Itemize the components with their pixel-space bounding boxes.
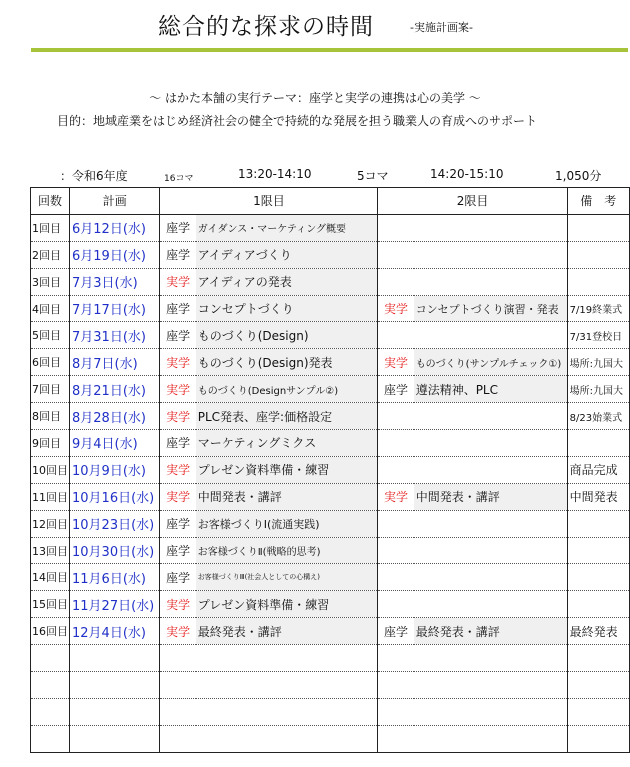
row-note: 最終発表 — [567, 618, 629, 645]
period2-type — [378, 564, 414, 591]
period1-content: ものづくり(Designサンプル②) — [196, 376, 378, 403]
row-count: 6回目 — [31, 349, 70, 376]
period2-type — [378, 645, 414, 672]
period1-content — [196, 725, 378, 752]
period2-content — [414, 268, 567, 295]
period1-type: 実学 — [160, 403, 196, 430]
page-title: 総合的な探求の時間 — [158, 14, 374, 40]
page-subtitle: -実施計画案- — [410, 21, 473, 34]
table-row — [31, 349, 630, 376]
period2-content: 中間発表・講評 — [414, 483, 567, 510]
row-note — [567, 564, 629, 591]
period2-content — [414, 564, 567, 591]
period2-content — [414, 645, 567, 672]
table-row — [31, 483, 630, 510]
row-date: 8月28日(水) — [70, 403, 160, 430]
row-note — [567, 672, 629, 699]
table-row — [31, 295, 630, 322]
period2-type: 実学 — [378, 483, 414, 510]
period2-content: 最終発表・講評 — [414, 618, 567, 645]
header-period1: 1限目 — [160, 188, 378, 215]
row-note: 商品完成 — [567, 456, 629, 483]
row-date: 8月21日(水) — [70, 376, 160, 403]
period2-type — [378, 537, 414, 564]
period1-type: 座学 — [160, 241, 196, 268]
row-note: 場所:九国大 — [567, 376, 629, 403]
period2-type — [378, 403, 414, 430]
period1-content: 最終発表・講評 — [196, 618, 378, 645]
table-row — [31, 591, 630, 618]
period1-type: 座学 — [160, 214, 196, 241]
row-note — [567, 214, 629, 241]
period2-content — [414, 456, 567, 483]
period2-type — [378, 268, 414, 295]
table-row — [31, 510, 630, 537]
period1-type: 実学 — [160, 376, 196, 403]
table-row — [31, 537, 630, 564]
table-row — [31, 618, 630, 645]
row-date: 9月4日(水) — [70, 430, 160, 457]
row-count — [31, 698, 70, 725]
table-row — [31, 725, 630, 752]
row-date: 11月27日(水) — [70, 591, 160, 618]
row-count: 3回目 — [31, 268, 70, 295]
table-row — [31, 376, 630, 403]
row-date: 12月4日(水) — [70, 618, 160, 645]
period2-content — [414, 698, 567, 725]
period2-content — [414, 214, 567, 241]
period2-content — [414, 537, 567, 564]
row-date: 7月3日(水) — [70, 268, 160, 295]
row-count: 5回目 — [31, 322, 70, 349]
row-date — [70, 645, 160, 672]
period2-type — [378, 698, 414, 725]
period1-content: お客様づくりⅡ(戦略的思考) — [196, 537, 378, 564]
row-count: 16回目 — [31, 618, 70, 645]
row-date: 6月19日(水) — [70, 241, 160, 268]
row-count — [31, 672, 70, 699]
row-date — [70, 672, 160, 699]
row-count — [31, 725, 70, 752]
row-date: 7月17日(水) — [70, 295, 160, 322]
period1-content: ものづくり(Design)発表 — [196, 349, 378, 376]
row-note — [567, 591, 629, 618]
period1-type: 座学 — [160, 295, 196, 322]
header-period2: 2限目 — [378, 188, 567, 215]
period1-type: 実学 — [160, 349, 196, 376]
row-date: 8月7日(水) — [70, 349, 160, 376]
period1-type: 座学 — [160, 564, 196, 591]
period1-content: プレゼン資料準備・練習 — [196, 591, 378, 618]
row-count: 11回目 — [31, 483, 70, 510]
period2-content: コンセプトづくり演習・発表 — [414, 295, 567, 322]
row-count: 15回目 — [31, 591, 70, 618]
period1-type: 座学 — [160, 537, 196, 564]
row-count: 9回目 — [31, 430, 70, 457]
period2-content: 遵法精神、PLC — [414, 376, 567, 403]
row-count: 1回目 — [31, 214, 70, 241]
period2-type: 座学 — [378, 376, 414, 403]
period1-type: 実学 — [160, 591, 196, 618]
purpose-line: 目的：地域産業をはじめ経済社会の健全で持続的な発展を担う職業人の育成へのサポート — [57, 114, 538, 128]
header-plan: 計画 — [70, 188, 160, 215]
row-count: 2回目 — [31, 241, 70, 268]
schedule-table — [30, 187, 630, 753]
period2-content — [414, 430, 567, 457]
period1-time: 13:20-14:10 — [238, 167, 312, 181]
period1-type: 座学 — [160, 322, 196, 349]
period2-content — [414, 322, 567, 349]
row-note: 8/23始業式 — [567, 403, 629, 430]
period2-content — [414, 510, 567, 537]
row-date: 7月31日(水) — [70, 322, 160, 349]
row-date: 10月23日(水) — [70, 510, 160, 537]
period2-type — [378, 456, 414, 483]
period2-content — [414, 241, 567, 268]
row-date: 6月12日(水) — [70, 214, 160, 241]
row-note: 7/19終業式 — [567, 295, 629, 322]
table-row — [31, 322, 630, 349]
period1-content — [196, 645, 378, 672]
period2-content — [414, 725, 567, 752]
table-row — [31, 268, 630, 295]
row-note — [567, 241, 629, 268]
period1-content: お客様づくりⅠ(流通実践) — [196, 510, 378, 537]
table-row — [31, 564, 630, 591]
school-year: ：令和6年度 — [60, 169, 128, 183]
period1-content — [196, 672, 378, 699]
period1-content: アイディアの発表 — [196, 268, 378, 295]
row-note — [567, 268, 629, 295]
row-note: 中間発表 — [567, 483, 629, 510]
table-row — [31, 456, 630, 483]
period1-type — [160, 698, 196, 725]
row-count — [31, 645, 70, 672]
period2-type — [378, 591, 414, 618]
row-date: 10月9日(水) — [70, 456, 160, 483]
period1-content — [196, 698, 378, 725]
period1-type — [160, 645, 196, 672]
period2-content — [414, 672, 567, 699]
theme-line: ～ はかた本舗の実行テーマ：座学と実学の連携は心の美学 ～ — [149, 91, 481, 105]
period1-content: アイディアづくり — [196, 241, 378, 268]
row-count: 10回目 — [31, 456, 70, 483]
period1-type — [160, 672, 196, 699]
row-note — [567, 725, 629, 752]
table-row — [31, 403, 630, 430]
row-count: 14回目 — [31, 564, 70, 591]
table-row — [31, 645, 630, 672]
row-note — [567, 537, 629, 564]
total-minutes: 1,050分 — [555, 169, 602, 183]
row-note: 場所:九国大 — [567, 349, 629, 376]
row-count: 4回目 — [31, 295, 70, 322]
period1-content: コンセプトづくり — [196, 295, 378, 322]
row-count: 12回目 — [31, 510, 70, 537]
period2-type — [378, 430, 414, 457]
row-count: 8回目 — [31, 403, 70, 430]
table-row — [31, 241, 630, 268]
title-divider — [31, 48, 628, 52]
period1-type: 実学 — [160, 456, 196, 483]
period1-content: お客様づくりⅢ(社会人としての心構え) — [196, 564, 378, 591]
period1-content: 中間発表・講評 — [196, 483, 378, 510]
period2-type — [378, 510, 414, 537]
period2-content — [414, 591, 567, 618]
row-note — [567, 510, 629, 537]
header-count: 回数 — [31, 188, 70, 215]
period1-content: ガイダンス・マーケティング概要 — [196, 214, 378, 241]
row-note — [567, 430, 629, 457]
period1-content: プレゼン資料準備・練習 — [196, 456, 378, 483]
row-date — [70, 698, 160, 725]
period1-type: 実学 — [160, 618, 196, 645]
period1-content: マーケティングミクス — [196, 430, 378, 457]
table-header-row — [31, 188, 630, 215]
table-row — [31, 214, 630, 241]
period-count: 5コマ — [357, 169, 389, 183]
session-count: 16コマ — [164, 174, 194, 184]
period1-type: 実学 — [160, 268, 196, 295]
table-row — [31, 672, 630, 699]
period2-type — [378, 241, 414, 268]
period2-type: 実学 — [378, 295, 414, 322]
period1-type: 座学 — [160, 430, 196, 457]
period2-time: 14:20-15:10 — [430, 167, 504, 181]
table-row — [31, 698, 630, 725]
row-note — [567, 645, 629, 672]
row-date: 11月6日(水) — [70, 564, 160, 591]
row-count: 7回目 — [31, 376, 70, 403]
period1-type — [160, 725, 196, 752]
row-date — [70, 725, 160, 752]
period2-type: 実学 — [378, 349, 414, 376]
period1-content: ものづくり(Design) — [196, 322, 378, 349]
period2-type — [378, 214, 414, 241]
row-count: 13回目 — [31, 537, 70, 564]
row-date: 10月16日(水) — [70, 483, 160, 510]
period2-type — [378, 725, 414, 752]
row-date: 10月30日(水) — [70, 537, 160, 564]
period2-type — [378, 672, 414, 699]
period1-type: 座学 — [160, 510, 196, 537]
period2-content: ものづくり(サンプルチェック①) — [414, 349, 567, 376]
table-row — [31, 430, 630, 457]
period1-type: 実学 — [160, 483, 196, 510]
period2-type — [378, 322, 414, 349]
period2-content — [414, 403, 567, 430]
row-note: 7/31登校日 — [567, 322, 629, 349]
period2-type: 座学 — [378, 618, 414, 645]
period1-content: PLC発表、座学:価格設定 — [196, 403, 378, 430]
row-note — [567, 698, 629, 725]
header-notes: 備 考 — [567, 188, 629, 215]
